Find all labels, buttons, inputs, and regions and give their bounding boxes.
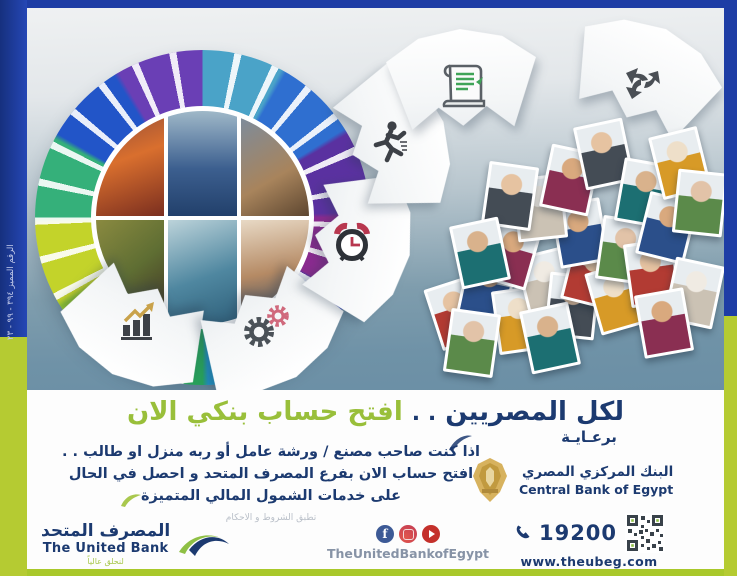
side-hotline-text: الرقم المميز ٣٩٤ - ٩٩ - ٢٣: [6, 244, 16, 340]
running-man-icon: [364, 118, 412, 166]
portrait-photo: [672, 169, 724, 238]
qr-code: [625, 513, 665, 553]
document-scroll-icon: [434, 58, 490, 114]
lower-section: [27, 390, 724, 569]
instagram-icon: [399, 525, 417, 543]
bank-tagline: لنحلق عالياً: [87, 557, 124, 566]
frame-right-blue: [724, 0, 737, 316]
photo-market-vendor: [96, 111, 164, 216]
united-bank-swoosh-icon: [177, 526, 231, 562]
frame-bottom-border: [0, 569, 737, 576]
copy-line-2: افتح حساب الان بفرع المصرف المتحد و احصل في الحال: [68, 465, 474, 482]
bank-name-arabic: المصرف المتحد: [41, 521, 171, 542]
terms-note: تطبق الشروط و الاحكام: [225, 513, 317, 524]
photo-worker-writing: [168, 111, 236, 216]
headline-blue-part: لكل المصريين: [445, 397, 625, 427]
body-copy: [45, 442, 497, 526]
hero-graphic: [27, 8, 724, 390]
youtube-icon: [422, 525, 440, 543]
facebook-icon: f: [376, 525, 394, 543]
frame-top-border: [0, 0, 737, 8]
social-handle: TheUnitedBankofEgypt: [326, 546, 490, 561]
bank-name-english: The United Bank: [42, 541, 169, 556]
social-block: [323, 525, 493, 561]
central-bank-name-english: Central Bank of Egypt: [519, 481, 674, 497]
headline-dots: . .: [411, 401, 437, 426]
recycle-arrows-icon: [618, 59, 666, 107]
frame-left-green: [0, 337, 27, 576]
egypt-eagle-emblem-icon: [470, 457, 510, 503]
hotline-number: 19200: [538, 521, 618, 545]
leaf-decoration-icon: [119, 492, 143, 508]
frame-right-green: [724, 316, 737, 576]
copy-line-3: على خدمات الشمول المالي المتميزة: [140, 487, 402, 504]
growth-chart-icon: [116, 296, 164, 344]
headline: [27, 397, 724, 427]
central-bank-name-arabic: البنك المركزي المصري: [521, 463, 674, 480]
portraits-collage: [427, 106, 719, 346]
website-url: www.theubeg.com: [520, 554, 658, 569]
portrait-photo: [634, 287, 694, 359]
headline-green-part: افتح حساب بنكي الان: [126, 397, 403, 427]
photo-hands-money: [241, 111, 309, 216]
copy-line-1: اذا كنت صاحب مصنع / ورشة عامل أو ربه منزل او طالب . .: [62, 444, 480, 460]
phone-icon: [513, 524, 531, 542]
portrait-photo: [443, 308, 501, 378]
alarm-clock-icon: [328, 219, 376, 267]
gears-icon: [241, 303, 289, 351]
sponsor-block: [470, 428, 708, 569]
united-bank-logo: [41, 522, 231, 566]
sponsor-label: برعـايـة: [561, 428, 617, 446]
